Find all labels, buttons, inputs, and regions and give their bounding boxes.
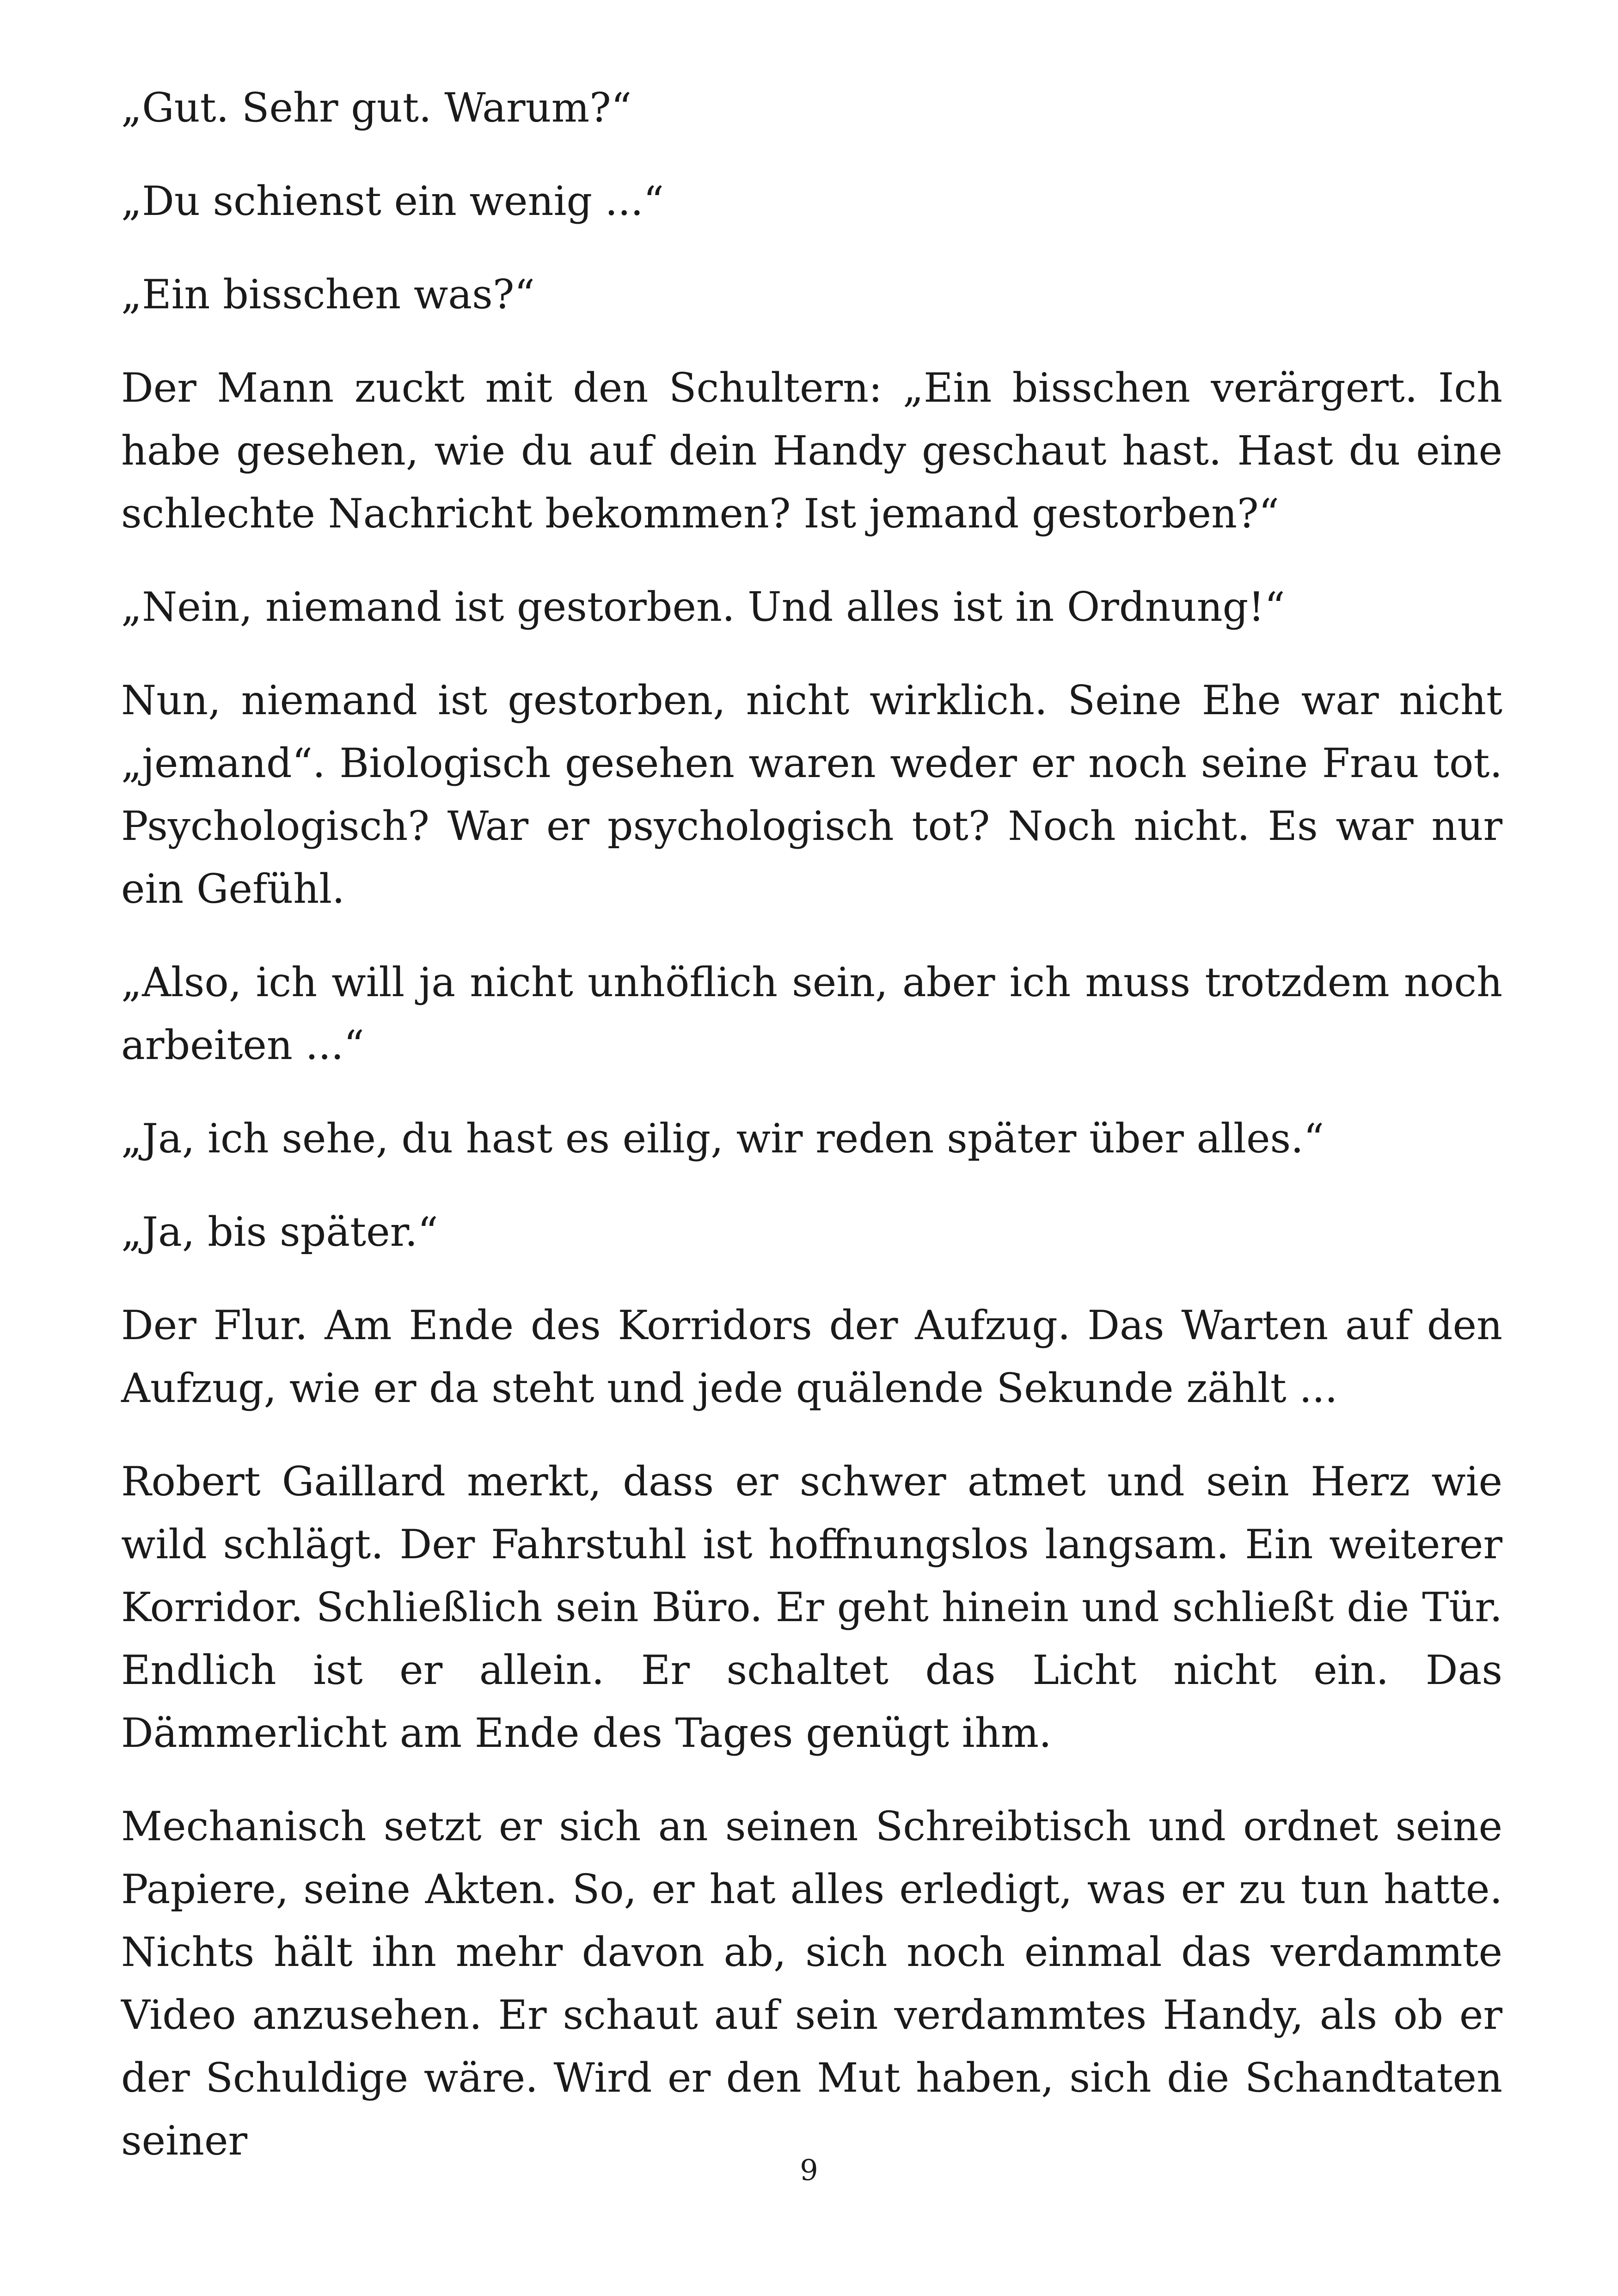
page-number: 9 xyxy=(800,2153,818,2187)
paragraph-1: „Gut. Sehr gut. Warum?“ xyxy=(121,84,632,131)
paragraph-4: Der Mann zuckt mit den Schultern: „Ein bisschen verärgert. Ich habe gesehen, wie du auf dein Handy geschaut hast. Hast du eine schlechte Nachricht bekommen? Ist jemand gestorben?“ xyxy=(121,364,1502,537)
paragraph-7: „Also, ich will ja nicht unhöflich sein, aber ich muss trotzdem noch arbeiten ...“ xyxy=(121,959,1502,1069)
text-body xyxy=(121,76,1502,2203)
paragraph-6: Nun, niemand ist gestorben, nicht wirklich. Seine Ehe war nicht „jemand“. Biologisch gesehen waren weder er noch seine Frau tot. Psychologisch? War er psychologisch tot? Noch nicht. Es war nur ein Gefühl. xyxy=(121,677,1502,912)
paragraph-8: „Ja, ich sehe, du hast es eilig, wir reden später über alles.“ xyxy=(121,1115,1324,1162)
paragraph-2: „Du schienst ein wenig ...“ xyxy=(121,178,664,225)
paragraph-9: „Ja, bis später.“ xyxy=(121,1208,438,1255)
paragraph-3: „Ein bisschen was?“ xyxy=(121,271,535,318)
paragraph-5: „Nein, niemand ist gestorben. Und alles ist in Ordnung!“ xyxy=(121,583,1285,631)
paragraph-12: Mechanisch setzt er sich an seinen Schreibtisch und ordnet seine Papiere, seine Akten. So, er hat alles erledigt, was er zu tun hatte. Nichts hält ihn mehr davon ab, sich noch einmal das verdammte Video anzusehen. Er schaut auf sein verdammtes Handy, als ob er der Schuldige wäre. Wird er den Mut haben, sich die Schandtaten seiner xyxy=(121,1803,1502,2164)
paragraph-11: Robert Gaillard merkt, dass er schwer atmet und sein Herz wie wild schlägt. Der Fahrstuhl ist hoffnungslos langsam. Ein weiterer Korridor. Schließlich sein Büro. Er geht hinein und schließt die Tür. Endlich ist er allein. Er schaltet das Licht nicht ein. Das Dämmerlicht am Ende des Tages genügt ihm. xyxy=(121,1458,1502,1757)
paragraph-10: Der Flur. Am Ende des Korridors der Aufzug. Das Warten auf den Aufzug, wie er da steht und jede quälende Sekunde zählt ... xyxy=(121,1302,1502,1412)
